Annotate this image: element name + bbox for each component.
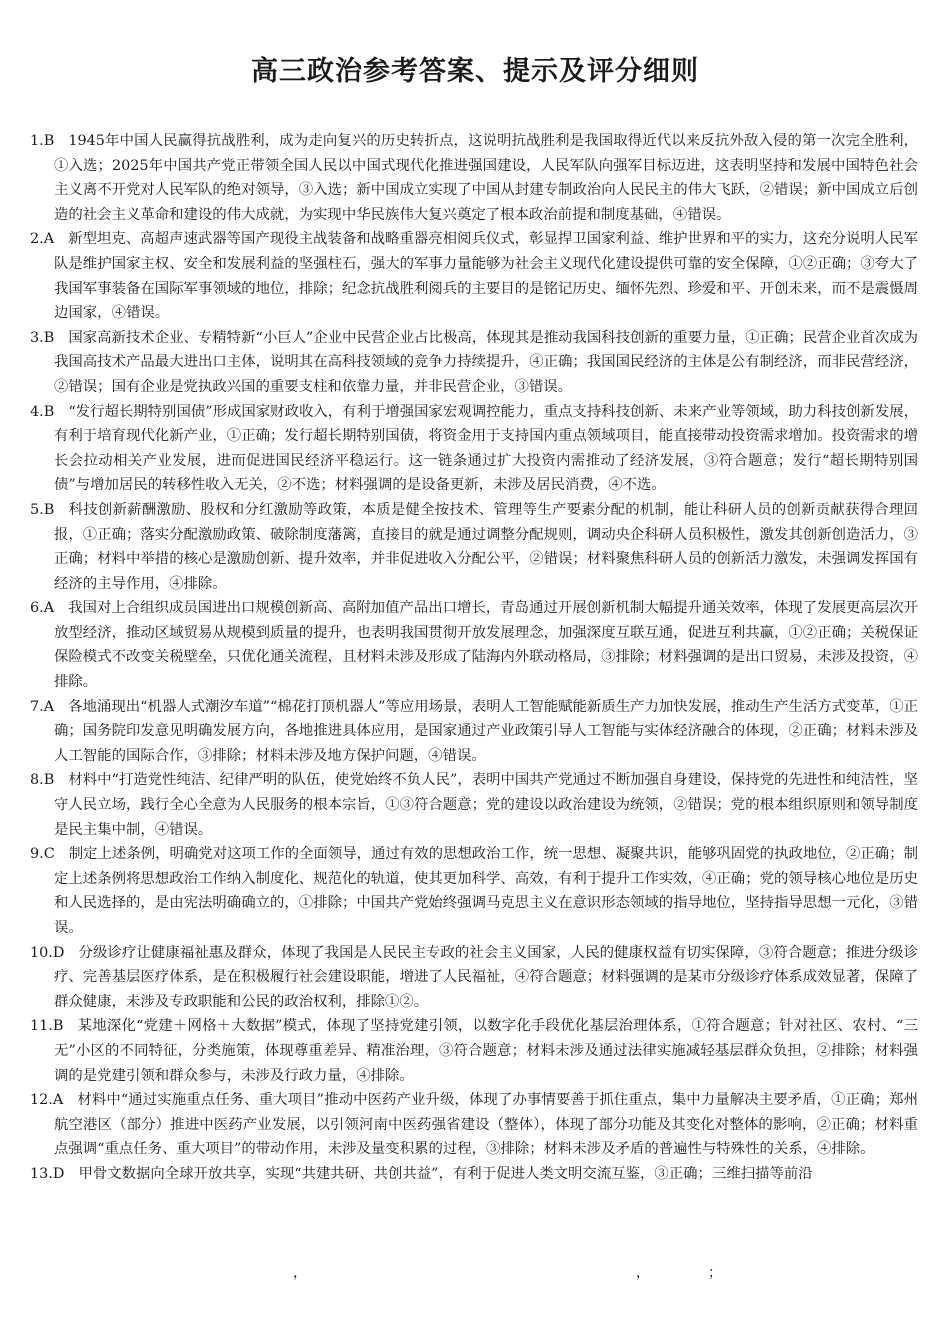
punctuation-mark: ； xyxy=(708,1265,722,1281)
punctuation-mark: ， xyxy=(636,1265,650,1281)
answer-list xyxy=(30,129,918,1187)
answer-choice: B xyxy=(43,329,55,346)
question-number: 13. xyxy=(30,1165,53,1182)
answer-explanation: 材料中“通过实施重点任务、重大项目”推动中医药产业升级，体现了办事情要善于抓住重点，集中力量解决主要矛盾，①正确；郑州航空港区（部分）推进中医药产业发展，以引领河南中医药强省建设（整体），体现了部分功能及其变化对整体的影响，②正确；材料重点强调“重点任务、重大项目”的带动作用，未涉及量变积累的过程，③排除；材料未涉及矛盾的普遍性与特殊性的关系，④排除。 xyxy=(54,1092,918,1158)
answer-choice: B xyxy=(43,403,55,420)
answer-item-2 xyxy=(30,227,918,325)
answer-explanation: 甲骨文数据向全球开放共享，实现“共建共研、共创共益”，有利于促进人类文明交流互鉴，③正确；三维扫描等前沿 xyxy=(78,1165,813,1182)
answer-item-9 xyxy=(30,842,918,940)
answer-explanation: 国家高新技术企业、专精特新“小巨人”企业中民营企业占比极高，体现其是推动我国科技创新的重要力量，①正确；民营企业首次成为我国高技术产品最大进出口主体，说明其在高科技领域的竞争力持续提升，④正确；我国国民经济的主体是公有制经济，而非民营经济，②错误；国有企业是党执政兴国的重要支柱和依靠力量，并非民营企业，③错误。 xyxy=(54,329,918,395)
question-number: 1. xyxy=(30,133,44,149)
question-number: 12. xyxy=(30,1092,53,1109)
answer-item-3 xyxy=(30,326,918,400)
answer-explanation: 某地深化“党建＋网格＋大数据”模式，体现了坚持党建引领，以数字化手段优化基层治理体系，①符合题意；针对社区、农村、“三无”小区的不同特征，分类施策，体现尊重差异、精准治理，③符合题意；材料未涉及通过法律实施减轻基层群众负担，②排除；材料强调的是党建引领和群众参与，未涉及行政力量，④排除。 xyxy=(54,1018,918,1084)
question-number: 11. xyxy=(30,1018,53,1035)
answer-explanation: “发行超长期特别国债”形成国家财政收入，有利于增强国家宏观调控能力，重点支持科技创新、未来产业等领域，助力科技创新发展，有利于培育现代化新产业，①正确；发行超长期特别国债，将资金用于支持国内重点领域项目，能直接带动投资需求增加。投资需求的增长会拉动相关产业发展，进而促进国民经济平稳运行。这一链条通过扩大投资内需推动了经济发展，③符合题意；发行“超长期特别国债”与增加居民的转移性收入无关，②不选；材料强调的是设备更新，未涉及居民消费，④不选。 xyxy=(54,403,918,494)
answer-item-4 xyxy=(30,400,918,498)
cut-off-next-line xyxy=(0,1262,950,1286)
answer-choice: D xyxy=(52,944,65,961)
answer-item-10 xyxy=(30,941,918,1015)
question-number: 5. xyxy=(30,501,44,518)
answer-choice: C xyxy=(43,846,55,863)
answer-explanation: 分级诊疗让健康福祉惠及群众，体现了我国是人民民主专政的社会主义国家，人民的健康权益有切实保障，③符合题意；推进分级诊疗、完善基层医疗体系，是在积极履行社会建设职能，增进了人民福祉，④符合题意；材料强调的是某市分级诊疗体系成效显著，保障了群众健康，未涉及专政职能和公民的政治权利，排除①②。 xyxy=(54,944,918,1010)
answer-choice: B xyxy=(43,501,55,518)
answer-explanation: 制定上述条例，明确党对这项工作的全面领导，通过有效的思想政治工作，统一思想、凝聚共识，能够巩固党的执政地位，②正确；制定上述条例将思想政治工作纳入制度化、规范化的轨道，使其更加科学、高效，有利于提升工作实效，④正确；党的领导核心地位是历史和人民选择的，是由宪法明确确立的，①排除；中国共产党始终强调马克思主义在意识形态领域的指导地位，坚持指导思想一元化，③错误。 xyxy=(54,846,918,936)
answer-choice: A xyxy=(43,231,55,248)
answer-item-8 xyxy=(30,768,918,842)
answer-explanation: 新型坦克、高超声速武器等国产现役主战装备和战略重器亮相阅兵仪式，彰显捍卫国家利益、维护世界和平的实力，这充分说明人民军队是维护国家主权、安全和发展利益的坚强柱石，强大的军事力量能够为社会主义现代化建设提供可靠的安全保障，①②正确；③夸大了我国军事装备在国际军事领域的地位，排除；纪念抗战胜利阅兵的主要目的是铭记历史、缅怀先烈、珍爱和平、开创未来，而不是震慑周边国家，④错误。 xyxy=(54,231,918,322)
answer-choice: A xyxy=(43,698,55,715)
question-number: 2. xyxy=(30,231,44,248)
answer-choice: D xyxy=(52,1165,65,1182)
punctuation-mark: ， xyxy=(293,1265,307,1281)
question-number: 9. xyxy=(30,846,44,863)
answer-item-5 xyxy=(30,498,918,596)
question-number: 8. xyxy=(30,772,44,789)
answer-choice: B xyxy=(43,772,55,789)
answer-item-11 xyxy=(30,1014,918,1088)
answer-explanation: 我国对上合组织成员国进出口规模创新高、高附加值产品出口增长，青岛通过开展创新机制大幅提升通关效率，体现了发展更高层次开放型经济，推动区域贸易从规模到质量的提升，也表明我国贯彻开放发展理念，加强深度互联互通，促进互利共赢，①②正确；关税保证保险模式不改变关税壁垒，只优化通关流程，且材料未涉及形成了陆海内外联动格局，③排除；材料强调的是出口贸易，未涉及投资，④排除。 xyxy=(54,600,918,691)
answer-explanation: 各地涌现出“机器人式潮汐车道”“棉花打顶机器人”等应用场景，表明人工智能赋能新质生产力加快发展，推动生产生活方式变革，①正确；国务院印发意见明确发展方向，各地推进具体应用，是国家通过产业政策引导人工智能与实体经济融合的体现，②正确；材料未涉及人工智能的国际合作，③排除；材料未涉及地方保护问题，④错误。 xyxy=(54,698,918,764)
answer-explanation: 科技创新薪酬激励、股权和分红激励等政策，本质是健全按技术、管理等生产要素分配的机制，能让科研人员的创新贡献获得合理回报，①正确；落实分配激励政策、破除制度藩篱，直接目的就是通过调整分配规则，调动央企科研人员积极性，激发其创新创造活力，③正确；材料中举措的核心是激励创新、提升效率，并非促进收入分配公平，②错误；材料聚焦科研人员的创新活力激发，未强调发挥国有经济的主导作用，④排除。 xyxy=(54,501,918,592)
question-number: 10. xyxy=(30,944,53,961)
answer-choice: B xyxy=(43,133,55,149)
answer-item-6 xyxy=(30,596,918,694)
answer-item-13 xyxy=(30,1162,918,1187)
answer-explanation: 材料中“打造党性纯洁、纪律严明的队伍，使党始终不负人民”，表明中国共产党通过不断加强自身建设，保持党的先进性和纯洁性，坚守人民立场，践行全心全意为人民服务的根本宗旨，①③符合题意；党的建设以政治建设为统领，②错误；党的根本组织原则和领导制度是民主集中制，④错误。 xyxy=(54,772,918,838)
document-title: 高三政治参考答案、提示及评分细则 xyxy=(251,56,699,87)
question-number: 6. xyxy=(30,600,44,617)
answer-choice: A xyxy=(43,600,55,617)
answer-item-7 xyxy=(30,695,918,769)
answer-explanation: 1945年中国人民赢得抗战胜利，成为走向复兴的历史转折点，这说明抗战胜利是我国取得近代以来反抗外敌入侵的第一次完全胜利，①入选；2025年中国共产党正带领全国人民以中国式现代化推进强国建设，人民军队向强军目标迈进，这表明坚持和发展中国特色社会主义离不开党对人民军队的绝对领导，③入选；新中国成立实现了中国从封建专制政治向人民民主的伟大飞跃，②错误；新中国成立后创造的社会主义革命和建设的伟大成就，为实现中华民族伟大复兴奠定了根本政治前提和制度基础，④错误。 xyxy=(54,133,918,223)
answer-item-12 xyxy=(30,1088,918,1162)
answer-choice: B xyxy=(52,1018,64,1035)
question-number: 7. xyxy=(30,698,44,715)
answer-item-1 xyxy=(30,129,918,227)
question-number: 4. xyxy=(30,403,44,420)
question-number: 3. xyxy=(30,329,44,346)
answer-choice: A xyxy=(52,1092,64,1109)
